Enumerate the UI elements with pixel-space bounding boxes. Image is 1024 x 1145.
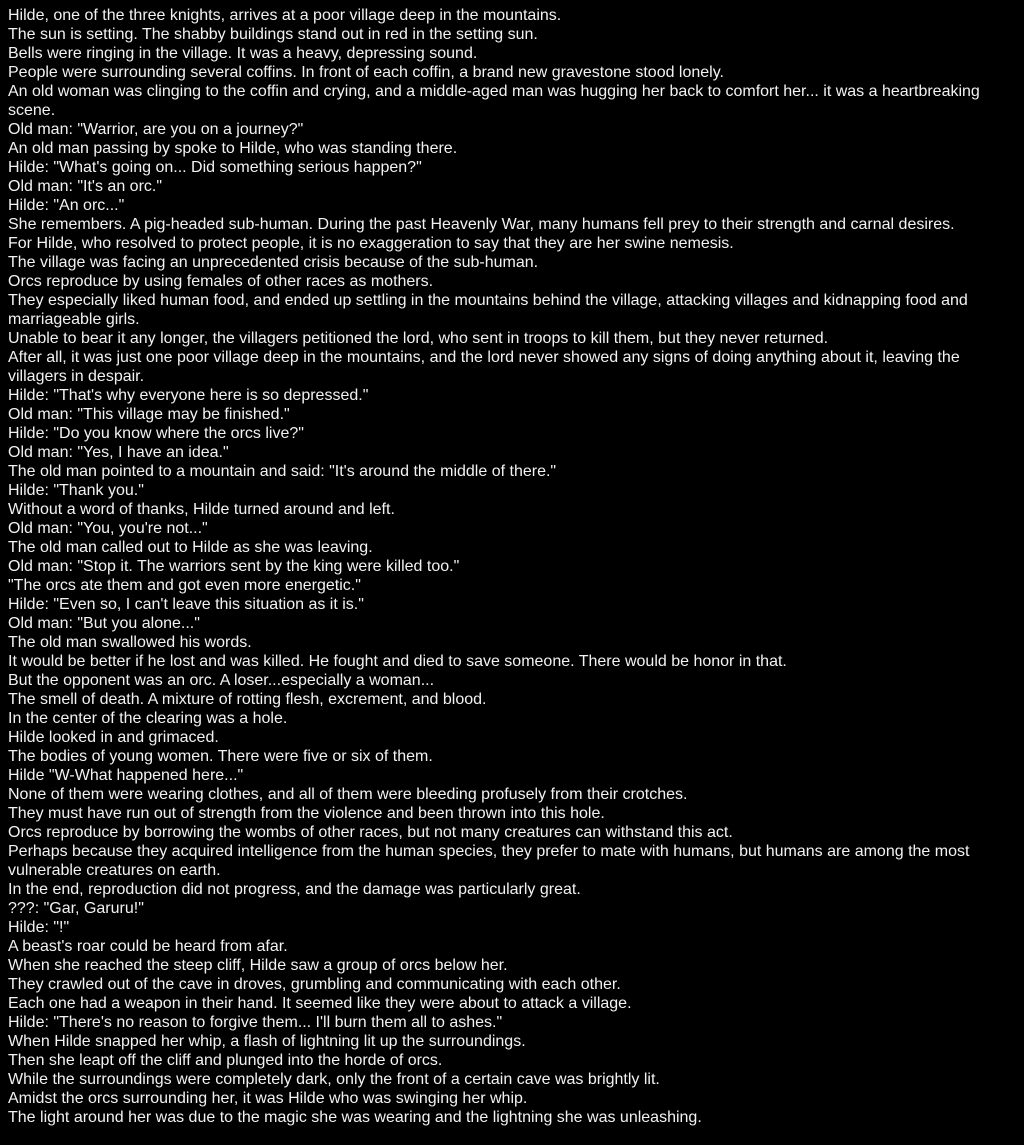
text-line: Old man: "Stop it. The warriors sent by the king were killed too.": [8, 558, 460, 575]
text-line: Hilde: "What's going on... Did something serious happen?": [8, 159, 422, 176]
text-line: Hilde: "Even so, I can't leave this situation as it is.": [8, 596, 364, 613]
text-line: The bodies of young women. There were five or six of them.: [8, 748, 433, 765]
text-line: When Hilde snapped her whip, a flash of lightning lit up the surroundings.: [8, 1033, 526, 1050]
text-line: Old man: "Yes, I have an idea.": [8, 444, 229, 461]
text-line: They especially liked human food, and ended up settling in the mountains behind the village, attacking villages and kidnapping food and marriageable girls.: [8, 292, 968, 328]
text-line: Hilde, one of the three knights, arrives at a poor village deep in the mountains.: [8, 7, 562, 24]
text-line: Hilde looked in and grimaced.: [8, 729, 219, 746]
text-line: Hilde: "Thank you.": [8, 482, 144, 499]
text-line: Perhaps because they acquired intelligence from the human species, they prefer to mate with humans, but humans are among the most vulnerable creatures on earth.: [8, 843, 970, 879]
text-line: Each one had a weapon in their hand. It seemed like they were about to attack a village.: [8, 995, 632, 1012]
text-line: Hilde: "Do you know where the orcs live?": [8, 425, 304, 442]
text-line: Old man: "But you alone...": [8, 615, 200, 632]
text-line: After all, it was just one poor village deep in the mountains, and the lord never showed any signs of doing anything about it, leaving the villagers in despair.: [8, 349, 960, 385]
text-line: Bells were ringing in the village. It was a heavy, depressing sound.: [8, 45, 478, 62]
text-line: Hilde: "That's why everyone here is so depressed.": [8, 387, 369, 404]
text-line: But the opponent was an orc. A loser...especially a woman...: [8, 672, 435, 689]
text-line: Hilde: "!": [8, 919, 70, 936]
text-line: People were surrounding several coffins. In front of each coffin, a brand new gravestone stood lonely.: [8, 64, 724, 81]
text-line: Without a word of thanks, Hilde turned around and left.: [8, 501, 395, 518]
text-line: Hilde: "An orc...": [8, 197, 125, 214]
text-line: The sun is setting. The shabby buildings stand out in red in the setting sun.: [8, 26, 538, 43]
text-line: Amidst the orcs surrounding her, it was Hilde who was swinging her whip.: [8, 1090, 528, 1107]
text-line: Orcs reproduce by using females of other races as mothers.: [8, 273, 434, 290]
text-line: When she reached the steep cliff, Hilde saw a group of orcs below her.: [8, 957, 508, 974]
text-line: The old man pointed to a mountain and said: "It's around the middle of there.": [8, 463, 557, 480]
text-line: A beast's roar could be heard from afar.: [8, 938, 288, 955]
text-line: She remembers. A pig-headed sub-human. During the past Heavenly War, many humans fell prey to their strength and carnal desires.: [8, 216, 955, 233]
text-line: In the center of the clearing was a hole.: [8, 710, 288, 727]
text-line: Old man: "This village may be finished.": [8, 406, 290, 423]
text-line: "The orcs ate them and got even more energetic.": [8, 577, 361, 594]
text-line: An old man passing by spoke to Hilde, who was standing there.: [8, 140, 458, 157]
text-line: The light around her was due to the magic she was wearing and the lightning she was unleashing.: [8, 1109, 702, 1126]
text-line: Old man: "Warrior, are you on a journey?": [8, 121, 304, 138]
text-line: The village was facing an unprecedented crisis because of the sub-human.: [8, 254, 539, 271]
text-line: For Hilde, who resolved to protect people, it is no exaggeration to say that they are her swine nemesis.: [8, 235, 734, 252]
text-line: Then she leapt off the cliff and plunged into the horde of orcs.: [8, 1052, 443, 1069]
text-line: Unable to bear it any longer, the villagers petitioned the lord, who sent in troops to kill them, but they never returned.: [8, 330, 829, 347]
text-line: In the end, reproduction did not progress, and the damage was particularly great.: [8, 881, 581, 898]
text-line: They must have run out of strength from the violence and been thrown into this hole.: [8, 805, 605, 822]
text-line: While the surroundings were completely dark, only the front of a certain cave was brightly lit.: [8, 1071, 660, 1088]
text-line: Old man: "You, you're not...": [8, 520, 208, 537]
text-line: The old man called out to Hilde as she was leaving.: [8, 539, 373, 556]
text-line: ???: "Gar, Garuru!": [8, 900, 144, 917]
text-line: Old man: "It's an orc.": [8, 178, 163, 195]
text-line: Orcs reproduce by borrowing the wombs of other races, but not many creatures can withstand this act.: [8, 824, 733, 841]
text-line: Hilde "W-What happened here...": [8, 767, 244, 784]
text-line: The smell of death. A mixture of rotting flesh, excrement, and blood.: [8, 691, 487, 708]
text-line: The old man swallowed his words.: [8, 634, 252, 651]
text-line: An old woman was clinging to the coffin and crying, and a middle-aged man was hugging her back to comfort her... it was a heartbreaking scene.: [8, 83, 980, 119]
text-line: It would be better if he lost and was killed. He fought and died to save someone. There would be honor in that.: [8, 653, 787, 670]
text-line: Hilde: "There's no reason to forgive them... I'll burn them all to ashes.": [8, 1014, 503, 1031]
text-line: None of them were wearing clothes, and all of them were bleeding profusely from their crotches.: [8, 786, 688, 803]
text-line: They crawled out of the cave in droves, grumbling and communicating with each other.: [8, 976, 621, 993]
